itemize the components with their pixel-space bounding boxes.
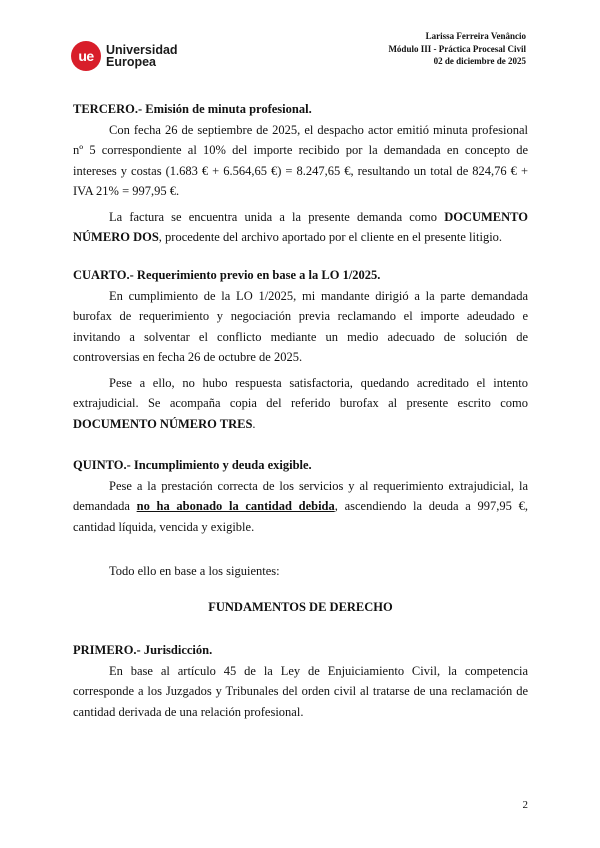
section-quinto	[73, 455, 528, 537]
section-primero	[73, 640, 528, 722]
paragraph: En cumplimiento de la LO 1/2025, mi mandante dirigió a la parte demandada burofax de requerimiento y negociación previa reclamando el importe adeudado e invitando a solventar el conflicto mediante un medio adecuado de solución de controversias en fecha 26 de octubre de 2025.	[73, 288, 528, 364]
document-reference: DOCUMENTO NÚMERO TRES	[73, 416, 253, 431]
section-heading: QUINTO.- Incumplimiento y deuda exigible.	[73, 458, 312, 472]
paragraph: En base al artículo 45 de la Ley de Enjuiciamiento Civil, la competencia corresponde a los Juzgados y Tribunales del orden civil al tratarse de una reclamación de cantidad derivada de una relación profesional.	[73, 663, 528, 719]
paragraph: Pese a la prestación correcta de los servicios y al requerimiento extrajudicial, la demandada no ha abonado la cantidad debida, ascendiendo la deuda a 997,95 €, cantidad líquida, vencida y exigible.	[73, 478, 528, 534]
ue-logo-icon: ue	[71, 41, 101, 71]
fundamentos-title: FUNDAMENTOS DE DERECHO	[208, 600, 393, 614]
paragraph: La factura se encuentra unida a la presente demanda como DOCUMENTO NÚMERO DOS, procedente del archivo aportado por el cliente en el presente litigio.	[73, 209, 528, 244]
author-name: Larissa Ferreira Venâncio	[425, 31, 526, 41]
paragraph: Con fecha 26 de septiembre de 2025, el despacho actor emitió minuta profesional nº 5 correspondiente al 10% del importe recibido por la demandada en concepto de intereses y costas (1.683 € + 6.564,65 €) = 8.247,65 €, resultando un total de 824,76 € + IVA 21% = 997,95 €.	[73, 122, 528, 198]
section-heading: CUARTO.- Requerimiento previo en base a la LO 1/2025.	[73, 268, 381, 282]
module-name: Módulo III - Práctica Procesal Civil	[388, 43, 526, 54]
section-cuarto	[73, 265, 528, 434]
document-reference: DOCUMENTO NÚMERO DOS	[73, 209, 528, 244]
section-heading: PRIMERO.- Jurisdicción.	[73, 643, 213, 657]
emphasized-text: no ha abonado la cantidad debida	[136, 499, 335, 513]
section-heading: TERCERO.- Emisión de minuta profesional.	[73, 102, 312, 116]
document-date: 02 de diciembre de 2025	[433, 56, 526, 66]
logo-line-2: Europea	[106, 55, 157, 69]
logo-line-1: Universidad	[106, 43, 178, 57]
header-info	[388, 30, 526, 68]
page-number: 2	[522, 799, 528, 811]
university-logo	[71, 41, 178, 71]
paragraph: Pese a ello, no hubo respuesta satisfactoria, quedando acreditado el intento extrajudicial. Se acompaña copia del referido burofax al presente escrito como DOCUMENTO NÚMERO TRES.	[73, 375, 528, 431]
section-tercero	[73, 99, 528, 248]
closing-line: Todo ello en base a los siguientes:	[109, 564, 280, 578]
logo-wordmark	[106, 44, 178, 68]
